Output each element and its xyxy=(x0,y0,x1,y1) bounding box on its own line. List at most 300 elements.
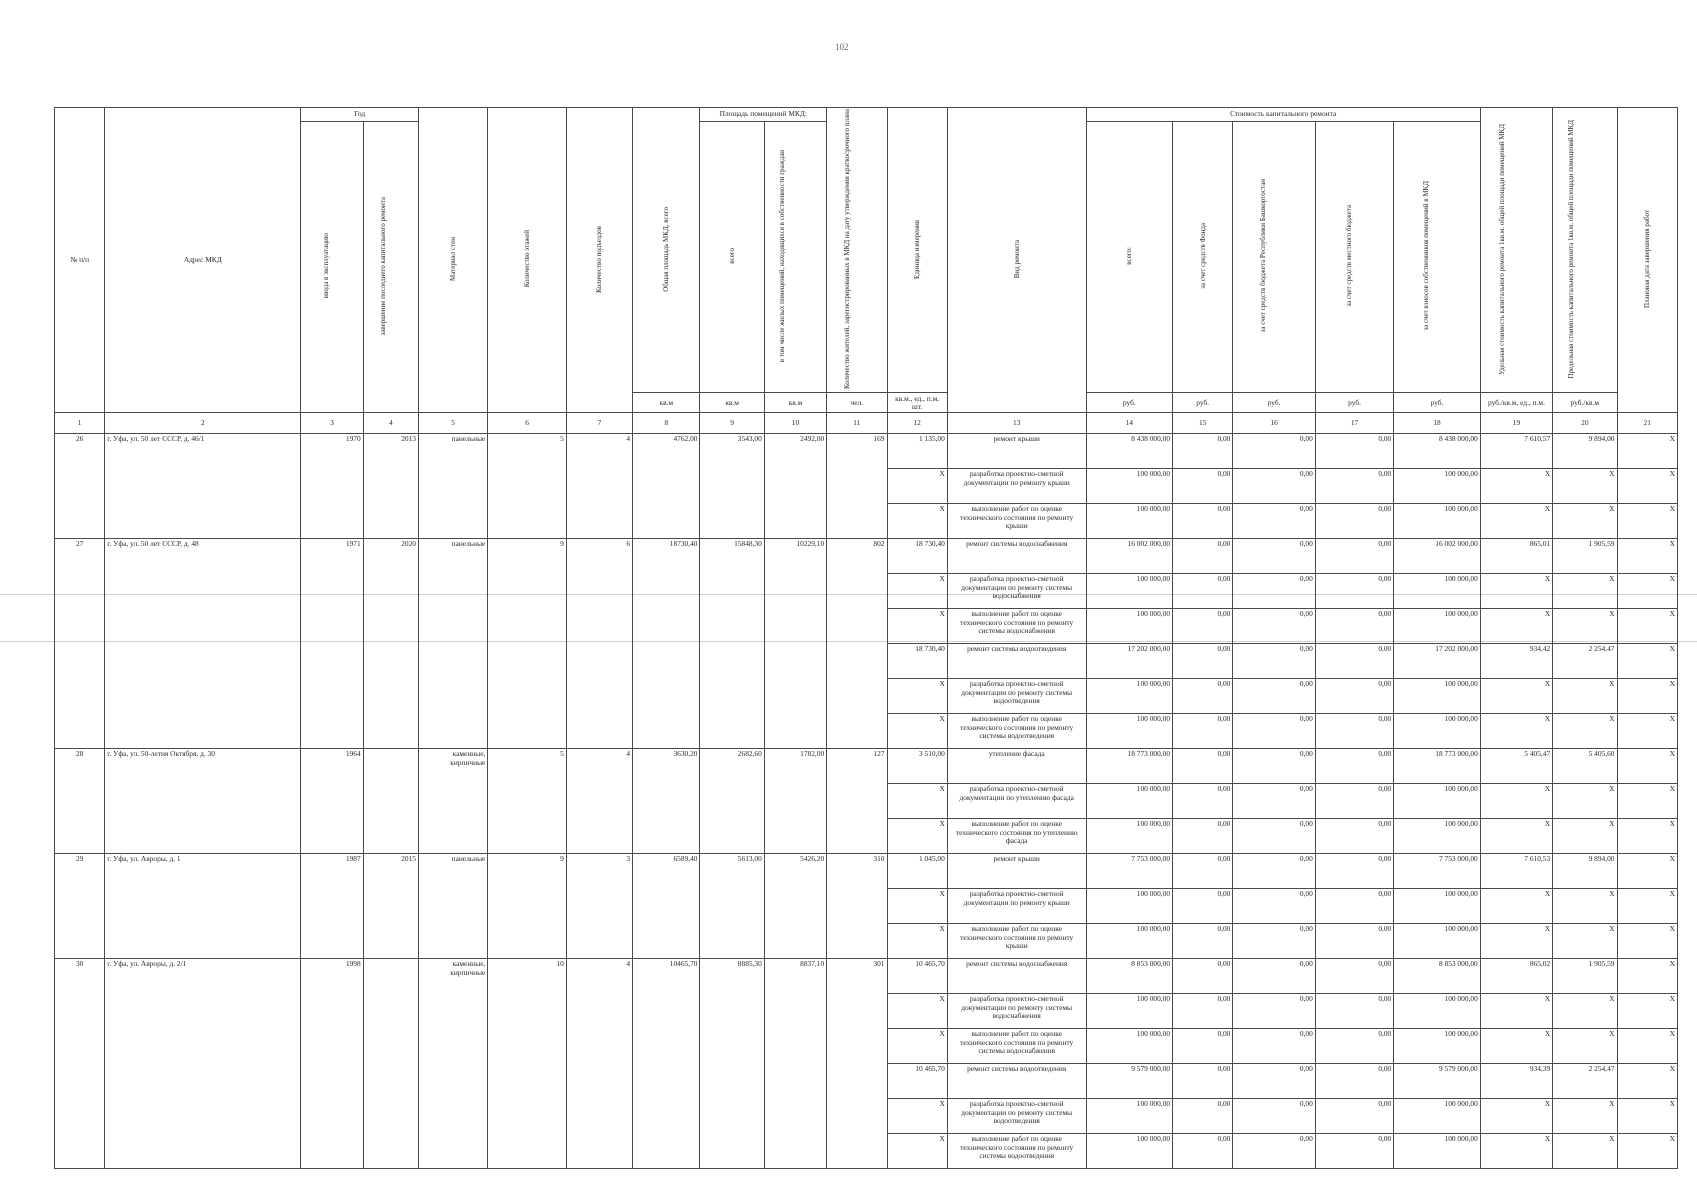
max-cost: X xyxy=(1553,469,1617,504)
cost-local: 0,00 xyxy=(1315,679,1393,714)
table-body xyxy=(55,434,1678,1169)
work-quantity: X xyxy=(887,609,947,644)
cost-owners: 100 000,00 xyxy=(1394,714,1481,749)
max-cost: X xyxy=(1553,819,1617,854)
cost-total: 7 753 000,00 xyxy=(1086,854,1172,889)
work-quantity: X xyxy=(887,714,947,749)
max-cost: 9 894,00 xyxy=(1553,434,1617,469)
unit-cost: X xyxy=(1480,1099,1552,1134)
max-cost: X xyxy=(1553,609,1617,644)
cost-fund: 0,00 xyxy=(1173,504,1233,539)
cost-total: 100 000,00 xyxy=(1086,889,1172,924)
building-row xyxy=(55,749,1678,784)
repair-plan-table-container xyxy=(54,107,1678,1169)
col-number: 12 xyxy=(887,413,947,434)
premises-residential: 2492,00 xyxy=(764,434,826,539)
col-number: 13 xyxy=(947,413,1086,434)
premises-total: 15848,30 xyxy=(700,539,764,749)
unit-cost: 5 405,47 xyxy=(1480,749,1552,784)
cost-total: 9 579 000,00 xyxy=(1086,1064,1172,1099)
cost-total: 100 000,00 xyxy=(1086,574,1172,609)
cost-republic: 0,00 xyxy=(1233,644,1315,679)
header-year-group: Год xyxy=(301,108,419,122)
work-quantity: X xyxy=(887,469,947,504)
work-type: утепление фасада xyxy=(947,749,1086,784)
year-commission: 1971 xyxy=(301,539,363,749)
col-number: 14 xyxy=(1086,413,1172,434)
cost-local: 0,00 xyxy=(1315,1099,1393,1134)
header-unit-cost: Удельная стоимость капитального ремонта 1кв.м. общей площади помещений МКД xyxy=(1480,108,1552,393)
unit-cost-republic: руб. xyxy=(1233,393,1315,413)
plan-date: X xyxy=(1617,714,1678,749)
premises-total: 8885,30 xyxy=(700,959,764,1169)
year-commission: 1964 xyxy=(301,749,363,854)
header-unit: Единица измерения xyxy=(887,108,947,393)
cost-owners: 100 000,00 xyxy=(1394,679,1481,714)
work-quantity: X xyxy=(887,504,947,539)
work-type: выполнение работ по оценке технического состояния по утеплению фасада xyxy=(947,819,1086,854)
unit-cost-local: руб. xyxy=(1315,393,1393,413)
year-last-repair: 2013 xyxy=(363,434,418,539)
cost-republic: 0,00 xyxy=(1233,889,1315,924)
cost-republic: 0,00 xyxy=(1233,854,1315,889)
floors-count: 9 xyxy=(488,854,566,959)
cost-local: 0,00 xyxy=(1315,994,1393,1029)
cost-local: 0,00 xyxy=(1315,959,1393,994)
work-quantity: 3 510,00 xyxy=(887,749,947,784)
cost-republic: 0,00 xyxy=(1233,434,1315,469)
cost-owners: 100 000,00 xyxy=(1394,819,1481,854)
work-quantity: X xyxy=(887,924,947,959)
cost-total: 17 202 000,00 xyxy=(1086,644,1172,679)
unit-residents: чел. xyxy=(827,393,887,413)
plan-date: X xyxy=(1617,819,1678,854)
building-number: 27 xyxy=(55,539,105,749)
cost-fund: 0,00 xyxy=(1173,819,1233,854)
header-floors: Количество этажей xyxy=(488,108,566,413)
cost-republic: 0,00 xyxy=(1233,574,1315,609)
cost-republic: 0,00 xyxy=(1233,609,1315,644)
plan-date: X xyxy=(1617,784,1678,819)
year-last-repair xyxy=(363,959,418,1169)
header-entrances: Количество подъездов xyxy=(566,108,632,413)
work-quantity: X xyxy=(887,1099,947,1134)
cost-republic: 0,00 xyxy=(1233,749,1315,784)
cost-owners: 8 438 000,00 xyxy=(1394,434,1481,469)
cost-republic: 0,00 xyxy=(1233,784,1315,819)
cost-total: 100 000,00 xyxy=(1086,504,1172,539)
cost-owners: 100 000,00 xyxy=(1394,924,1481,959)
header-year-commission: ввода в эксплуатацию xyxy=(301,122,363,413)
max-cost: X xyxy=(1553,679,1617,714)
work-quantity: 18 730,40 xyxy=(887,539,947,574)
cost-owners: 18 773 000,00 xyxy=(1394,749,1481,784)
work-quantity: X xyxy=(887,1134,947,1169)
cost-fund: 0,00 xyxy=(1173,469,1233,504)
premises-residential: 1782,00 xyxy=(764,749,826,854)
work-type: выполнение работ по оценке технического состояния по ремонту крыши xyxy=(947,504,1086,539)
cost-total: 16 002 000,00 xyxy=(1086,539,1172,574)
col-number: 16 xyxy=(1233,413,1315,434)
unit-cost: X xyxy=(1480,924,1552,959)
work-quantity: 18 730,40 xyxy=(887,644,947,679)
cost-owners: 100 000,00 xyxy=(1394,574,1481,609)
max-cost: 2 254,47 xyxy=(1553,644,1617,679)
cost-local: 0,00 xyxy=(1315,784,1393,819)
entrances-count: 4 xyxy=(566,959,632,1169)
total-area: 6589,40 xyxy=(633,854,700,959)
cost-owners: 100 000,00 xyxy=(1394,1134,1481,1169)
repair-plan-table xyxy=(54,107,1678,1169)
cost-republic: 0,00 xyxy=(1233,539,1315,574)
work-type: выполнение работ по оценке технического состояния по ремонту системы водоотведения xyxy=(947,714,1086,749)
plan-date: X xyxy=(1617,679,1678,714)
plan-date: X xyxy=(1617,1029,1678,1064)
cost-fund: 0,00 xyxy=(1173,1134,1233,1169)
cost-fund: 0,00 xyxy=(1173,679,1233,714)
work-type: разработка проектно-сметной документации по ремонту системы водоотведения xyxy=(947,679,1086,714)
entrances-count: 4 xyxy=(566,434,632,539)
wall-material: каменные, кирпичные xyxy=(418,959,487,1169)
header-premises-residential: в том числе жилых помещений, находящихся в собственности граждан xyxy=(764,122,826,393)
year-commission: 1998 xyxy=(301,959,363,1169)
cost-local: 0,00 xyxy=(1315,504,1393,539)
header-premises-group: Площадь помещений МКД: xyxy=(700,108,827,122)
work-type: разработка проектно-сметной документации по ремонту системы водоснабжения xyxy=(947,574,1086,609)
work-quantity: X xyxy=(887,889,947,924)
floors-count: 5 xyxy=(488,749,566,854)
max-cost: X xyxy=(1553,889,1617,924)
plan-date: X xyxy=(1617,924,1678,959)
unit-cost: 7 610,57 xyxy=(1480,434,1552,469)
unit-cost: 865,01 xyxy=(1480,539,1552,574)
cost-fund: 0,00 xyxy=(1173,1064,1233,1099)
cost-total: 100 000,00 xyxy=(1086,679,1172,714)
plan-date: X xyxy=(1617,854,1678,889)
work-quantity: 10 465,70 xyxy=(887,959,947,994)
col-number: 9 xyxy=(700,413,764,434)
header-premises-total: всего xyxy=(700,122,764,393)
year-commission: 1970 xyxy=(301,434,363,539)
cost-local: 0,00 xyxy=(1315,469,1393,504)
cost-republic: 0,00 xyxy=(1233,714,1315,749)
cost-fund: 0,00 xyxy=(1173,994,1233,1029)
cost-owners: 100 000,00 xyxy=(1394,1099,1481,1134)
residents-count: 169 xyxy=(827,434,887,539)
max-cost: 5 405,60 xyxy=(1553,749,1617,784)
cost-owners: 16 002 000,00 xyxy=(1394,539,1481,574)
max-cost: X xyxy=(1553,1134,1617,1169)
cost-total: 100 000,00 xyxy=(1086,1134,1172,1169)
cost-owners: 100 000,00 xyxy=(1394,994,1481,1029)
wall-material: панельные xyxy=(418,434,487,539)
floors-count: 9 xyxy=(488,539,566,749)
cost-total: 8 438 000,00 xyxy=(1086,434,1172,469)
work-type: выполнение работ по оценке технического состояния по ремонту системы водоотведения xyxy=(947,1134,1086,1169)
building-address: г. Уфа, ул. 50 лет СССР, д. 46/1 xyxy=(105,434,301,539)
work-quantity: X xyxy=(887,679,947,714)
work-type: выполнение работ по оценке технического состояния по ремонту системы водоснабжения xyxy=(947,609,1086,644)
wall-material: панельные xyxy=(418,854,487,959)
building-row xyxy=(55,959,1678,994)
column-numbers-row xyxy=(55,413,1678,434)
header-max-cost: Предельная стоимость капитального ремонта 1кв.м. общей площади помещений МКД xyxy=(1553,108,1617,393)
total-area: 10465,70 xyxy=(633,959,700,1169)
plan-date: X xyxy=(1617,574,1678,609)
unit-cost-fund: руб. xyxy=(1173,393,1233,413)
page-number: 102 xyxy=(835,42,849,52)
cost-local: 0,00 xyxy=(1315,434,1393,469)
cost-republic: 0,00 xyxy=(1233,1064,1315,1099)
year-last-repair: 2020 xyxy=(363,539,418,749)
building-row xyxy=(55,539,1678,574)
cost-fund: 0,00 xyxy=(1173,1099,1233,1134)
cost-total: 100 000,00 xyxy=(1086,609,1172,644)
work-type: разработка проектно-сметной документации по ремонту системы водоснабжения xyxy=(947,994,1086,1029)
cost-owners: 100 000,00 xyxy=(1394,609,1481,644)
col-number: 8 xyxy=(633,413,700,434)
cost-owners: 100 000,00 xyxy=(1394,1029,1481,1064)
work-quantity: X xyxy=(887,574,947,609)
unit-cost: X xyxy=(1480,784,1552,819)
cost-local: 0,00 xyxy=(1315,714,1393,749)
unit-cost: X xyxy=(1480,819,1552,854)
cost-owners: 100 000,00 xyxy=(1394,784,1481,819)
plan-date: X xyxy=(1617,1099,1678,1134)
plan-date: X xyxy=(1617,644,1678,679)
cost-total: 100 000,00 xyxy=(1086,1029,1172,1064)
col-number: 21 xyxy=(1617,413,1678,434)
cost-total: 100 000,00 xyxy=(1086,924,1172,959)
max-cost: 1 905,59 xyxy=(1553,539,1617,574)
work-type: ремонт крыши xyxy=(947,854,1086,889)
cost-local: 0,00 xyxy=(1315,819,1393,854)
cost-republic: 0,00 xyxy=(1233,1029,1315,1064)
plan-date: X xyxy=(1617,469,1678,504)
cost-local: 0,00 xyxy=(1315,749,1393,784)
floors-count: 10 xyxy=(488,959,566,1169)
entrances-count: 6 xyxy=(566,539,632,749)
cost-republic: 0,00 xyxy=(1233,504,1315,539)
max-cost: 2 254,47 xyxy=(1553,1064,1617,1099)
unit-cost: X xyxy=(1480,469,1552,504)
unit-total-area: кв.м xyxy=(633,393,700,413)
header-cost-republic: за счет средств бюджета Республики Башкортостан xyxy=(1233,122,1315,393)
max-cost: X xyxy=(1553,784,1617,819)
floors-count: 5 xyxy=(488,434,566,539)
col-number: 6 xyxy=(488,413,566,434)
col-number: 19 xyxy=(1480,413,1552,434)
col-number: 3 xyxy=(301,413,363,434)
unit-cost: X xyxy=(1480,1134,1552,1169)
max-cost: 9 894,00 xyxy=(1553,854,1617,889)
cost-local: 0,00 xyxy=(1315,644,1393,679)
plan-date: X xyxy=(1617,749,1678,784)
work-type: ремонт системы водоотведения xyxy=(947,644,1086,679)
col-number: 2 xyxy=(105,413,301,434)
work-type: разработка проектно-сметной документации по утеплению фасада xyxy=(947,784,1086,819)
plan-date: X xyxy=(1617,959,1678,994)
col-number: 10 xyxy=(764,413,826,434)
cost-fund: 0,00 xyxy=(1173,854,1233,889)
year-last-repair xyxy=(363,749,418,854)
building-number: 30 xyxy=(55,959,105,1169)
cost-owners: 100 000,00 xyxy=(1394,504,1481,539)
cost-fund: 0,00 xyxy=(1173,889,1233,924)
year-commission: 1987 xyxy=(301,854,363,959)
cost-owners: 9 579 000,00 xyxy=(1394,1064,1481,1099)
cost-republic: 0,00 xyxy=(1233,1099,1315,1134)
header-residents: Количество жителей, зарегистрированных в МКД на дату утверждения краткосрочного плана xyxy=(827,108,887,393)
building-number: 28 xyxy=(55,749,105,854)
work-quantity: 1 135,00 xyxy=(887,434,947,469)
unit-cost: X xyxy=(1480,889,1552,924)
work-type: разработка проектно-сметной документации по ремонту крыши xyxy=(947,889,1086,924)
work-type: ремонт крыши xyxy=(947,434,1086,469)
work-type: ремонт системы водоснабжения xyxy=(947,539,1086,574)
header-total-area: Общая площадь МКД, всего xyxy=(633,108,700,393)
residents-count: 127 xyxy=(827,749,887,854)
cost-owners: 100 000,00 xyxy=(1394,889,1481,924)
col-number: 15 xyxy=(1173,413,1233,434)
unit-premises-res: кв.м xyxy=(764,393,826,413)
header-cost-owners: за счет взносов собственников помещений в МКД xyxy=(1394,122,1481,393)
cost-republic: 0,00 xyxy=(1233,959,1315,994)
header-cost-local: за счет средств местного бюджета xyxy=(1315,122,1393,393)
col-number: 5 xyxy=(418,413,487,434)
cost-local: 0,00 xyxy=(1315,1064,1393,1099)
unit-premises-total: кв.м xyxy=(700,393,764,413)
premises-residential: 10229,10 xyxy=(764,539,826,749)
cost-fund: 0,00 xyxy=(1173,539,1233,574)
unit-cost-total: руб. xyxy=(1086,393,1172,413)
col-number: 7 xyxy=(566,413,632,434)
residents-count: 310 xyxy=(827,854,887,959)
cost-fund: 0,00 xyxy=(1173,714,1233,749)
header-year-last-repair: завершение последнего капитального ремонта xyxy=(363,122,418,413)
residents-count: 301 xyxy=(827,959,887,1169)
entrances-count: 3 xyxy=(566,854,632,959)
header-num: № п/п xyxy=(55,108,105,413)
col-number: 11 xyxy=(827,413,887,434)
header-wall-material: Материал стен xyxy=(418,108,487,413)
unit-unit-cost: руб./кв.м, ед., п.м. xyxy=(1480,393,1552,413)
building-row xyxy=(55,434,1678,469)
cost-fund: 0,00 xyxy=(1173,574,1233,609)
cost-fund: 0,00 xyxy=(1173,609,1233,644)
unit-cost: 934,39 xyxy=(1480,1064,1552,1099)
cost-fund: 0,00 xyxy=(1173,924,1233,959)
work-quantity: X xyxy=(887,784,947,819)
cost-fund: 0,00 xyxy=(1173,959,1233,994)
cost-fund: 0,00 xyxy=(1173,749,1233,784)
unit-cost-owners: руб. xyxy=(1394,393,1481,413)
work-quantity: X xyxy=(887,1029,947,1064)
unit-cost: X xyxy=(1480,679,1552,714)
col-number: 18 xyxy=(1394,413,1481,434)
cost-total: 8 853 000,00 xyxy=(1086,959,1172,994)
plan-date: X xyxy=(1617,539,1678,574)
cost-fund: 0,00 xyxy=(1173,434,1233,469)
work-quantity: X xyxy=(887,994,947,1029)
cost-local: 0,00 xyxy=(1315,1029,1393,1064)
cost-total: 100 000,00 xyxy=(1086,1099,1172,1134)
max-cost: X xyxy=(1553,504,1617,539)
work-type: ремонт системы водоотведения xyxy=(947,1064,1086,1099)
max-cost: X xyxy=(1553,714,1617,749)
work-type: выполнение работ по оценке технического состояния по ремонту крыши xyxy=(947,924,1086,959)
cost-republic: 0,00 xyxy=(1233,924,1315,959)
cost-local: 0,00 xyxy=(1315,924,1393,959)
max-cost: X xyxy=(1553,1099,1617,1134)
work-type: разработка проектно-сметной документации по ремонту крыши xyxy=(947,469,1086,504)
header-address: Адрес МКД xyxy=(105,108,301,413)
premises-total: 2682,60 xyxy=(700,749,764,854)
cost-owners: 8 853 000,00 xyxy=(1394,959,1481,994)
max-cost: X xyxy=(1553,924,1617,959)
wall-material: каменные, кирпичные xyxy=(418,749,487,854)
plan-date: X xyxy=(1617,504,1678,539)
unit-cost: X xyxy=(1480,574,1552,609)
unit-cost: X xyxy=(1480,504,1552,539)
unit-cost: X xyxy=(1480,609,1552,644)
cost-owners: 100 000,00 xyxy=(1394,469,1481,504)
work-quantity: X xyxy=(887,819,947,854)
cost-owners: 17 202 000,00 xyxy=(1394,644,1481,679)
premises-total: 5613,00 xyxy=(700,854,764,959)
cost-republic: 0,00 xyxy=(1233,469,1315,504)
work-type: ремонт системы водоснабжения xyxy=(947,959,1086,994)
cost-owners: 7 753 000,00 xyxy=(1394,854,1481,889)
cost-local: 0,00 xyxy=(1315,889,1393,924)
plan-date: X xyxy=(1617,1064,1678,1099)
unit-cost: 865,02 xyxy=(1480,959,1552,994)
cost-total: 100 000,00 xyxy=(1086,819,1172,854)
premises-residential: 8837,10 xyxy=(764,959,826,1169)
unit-cost: X xyxy=(1480,1029,1552,1064)
cost-total: 100 000,00 xyxy=(1086,994,1172,1029)
entrances-count: 4 xyxy=(566,749,632,854)
building-address: г. Уфа, ул. Авроры, д. 2/1 xyxy=(105,959,301,1169)
cost-total: 100 000,00 xyxy=(1086,469,1172,504)
building-address: г. Уфа, ул. 50-летия Октября, д. 30 xyxy=(105,749,301,854)
cost-republic: 0,00 xyxy=(1233,994,1315,1029)
total-area: 18730,40 xyxy=(633,539,700,749)
plan-date: X xyxy=(1617,1134,1678,1169)
plan-date: X xyxy=(1617,609,1678,644)
work-type: разработка проектно-сметной документации по ремонту системы водоотведения xyxy=(947,1099,1086,1134)
cost-republic: 0,00 xyxy=(1233,819,1315,854)
header-cost-fund: за счет средств Фонда xyxy=(1173,122,1233,393)
cost-total: 100 000,00 xyxy=(1086,714,1172,749)
max-cost: 1 905,59 xyxy=(1553,959,1617,994)
total-area: 3630,20 xyxy=(633,749,700,854)
cost-total: 18 773 000,00 xyxy=(1086,749,1172,784)
cost-fund: 0,00 xyxy=(1173,784,1233,819)
cost-local: 0,00 xyxy=(1315,854,1393,889)
premises-total: 3543,00 xyxy=(700,434,764,539)
unit-cost: X xyxy=(1480,714,1552,749)
cost-local: 0,00 xyxy=(1315,574,1393,609)
building-address: г. Уфа, ул. 50 лет СССР, д. 48 xyxy=(105,539,301,749)
col-number: 1 xyxy=(55,413,105,434)
plan-date: X xyxy=(1617,994,1678,1029)
building-address: г. Уфа, ул. Авроры, д. 1 xyxy=(105,854,301,959)
header-cost-total: всего: xyxy=(1086,122,1172,393)
col-number: 17 xyxy=(1315,413,1393,434)
cost-republic: 0,00 xyxy=(1233,1134,1315,1169)
cost-local: 0,00 xyxy=(1315,609,1393,644)
